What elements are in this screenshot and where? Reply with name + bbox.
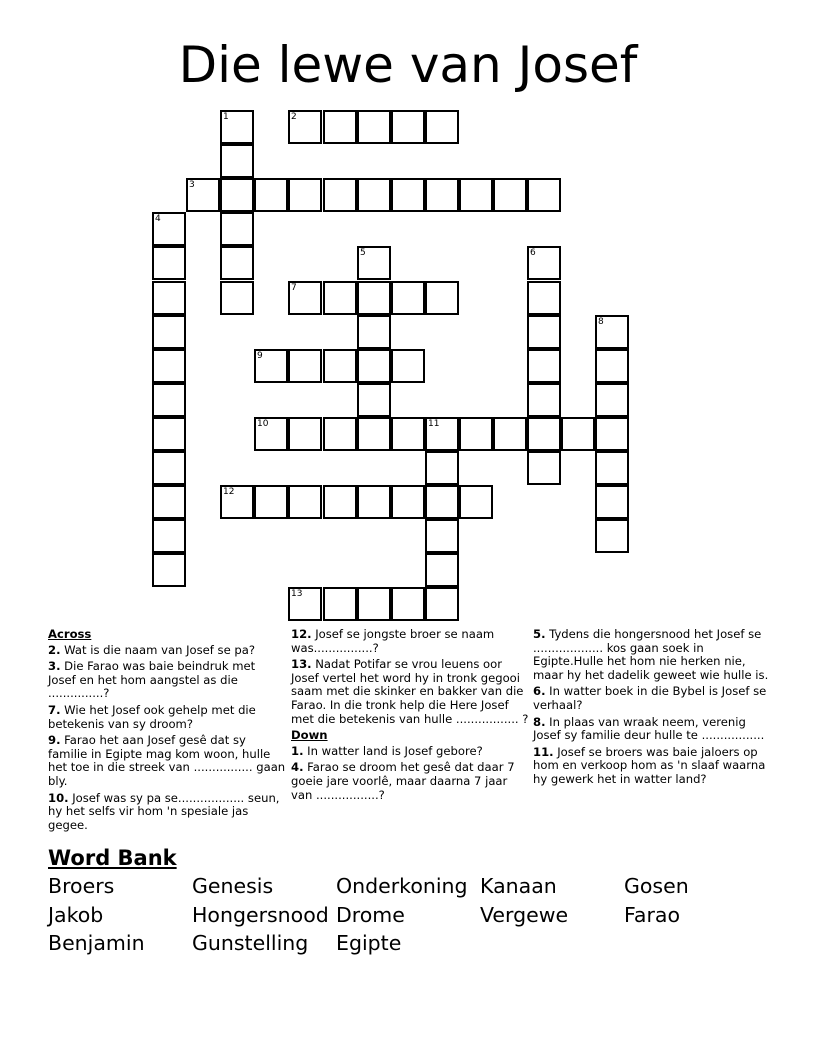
grid-cell[interactable]	[288, 349, 322, 383]
clue-number: 8	[598, 317, 604, 327]
grid-cell[interactable]	[391, 587, 425, 621]
grid-cell[interactable]	[323, 417, 357, 451]
grid-cell[interactable]	[357, 417, 391, 451]
grid-cell[interactable]	[152, 485, 186, 519]
clue-number: 9	[257, 351, 263, 361]
grid-cell[interactable]	[254, 349, 288, 383]
grid-cell[interactable]	[459, 178, 493, 212]
grid-cell[interactable]	[357, 281, 391, 315]
grid-cell[interactable]	[527, 246, 561, 280]
grid-cell[interactable]	[493, 417, 527, 451]
clues-column-3	[533, 628, 771, 790]
clue-down-6: 6. In watter boek in die Bybel is Josef se verhaal?	[533, 684, 767, 712]
grid-cell[interactable]	[220, 281, 254, 315]
clue-number: 11	[428, 419, 440, 429]
grid-cell[interactable]	[527, 417, 561, 451]
grid-cell[interactable]	[323, 281, 357, 315]
grid-cell[interactable]	[357, 178, 391, 212]
clue-number: 1	[223, 112, 229, 122]
grid-cell[interactable]	[220, 246, 254, 280]
grid-cell[interactable]	[357, 315, 391, 349]
clue-number: 3	[189, 180, 195, 190]
grid-cell[interactable]	[527, 281, 561, 315]
grid-cell[interactable]	[357, 383, 391, 417]
grid-cell[interactable]	[254, 485, 288, 519]
grid-cell[interactable]	[391, 417, 425, 451]
grid-cell[interactable]	[152, 349, 186, 383]
grid-cell[interactable]	[220, 178, 254, 212]
grid-cell[interactable]	[425, 417, 459, 451]
across-heading: Across	[48, 627, 92, 641]
grid-cell[interactable]	[152, 519, 186, 553]
grid-cell[interactable]	[357, 587, 391, 621]
clue-across-10: 10. Josef was sy pa se.................. seun, hy het selfs vir hom 'n spesiale jas gegee.	[48, 790, 280, 832]
grid-cell[interactable]	[425, 451, 459, 485]
grid-cell[interactable]	[425, 485, 459, 519]
grid-cell[interactable]	[357, 246, 391, 280]
grid-cell[interactable]	[323, 178, 357, 212]
grid-cell[interactable]	[288, 417, 322, 451]
grid-cell[interactable]	[288, 485, 322, 519]
grid-cell[interactable]	[186, 178, 220, 212]
grid-cell[interactable]	[288, 587, 322, 621]
clue-number: 5	[360, 248, 366, 258]
grid-cell[interactable]	[152, 417, 186, 451]
grid-cell[interactable]	[391, 178, 425, 212]
word-bank-word: Broers	[48, 874, 115, 898]
word-bank-heading: Word Bank	[48, 846, 177, 870]
clue-number: 10	[257, 419, 269, 429]
grid-cell[interactable]	[391, 485, 425, 519]
clue-number: 13	[291, 589, 303, 599]
grid-cell[interactable]	[357, 485, 391, 519]
clue-down-8: 8. In plaas van wraak neem, verenig Josef sy familie deur hulle te .................	[533, 714, 765, 743]
grid-cell[interactable]	[595, 383, 629, 417]
word-bank	[48, 872, 788, 958]
grid-cell[interactable]	[425, 178, 459, 212]
clue-number: 4	[155, 214, 161, 224]
clues-column-2	[291, 628, 529, 805]
grid-cell[interactable]	[391, 110, 425, 144]
word-bank-word: Drome	[336, 902, 405, 927]
grid-cell[interactable]	[254, 417, 288, 451]
clue-down-1: 1. In watter land is Josef gebore?	[291, 743, 483, 758]
word-bank-word: Benjamin	[48, 931, 145, 955]
clue-down-5: 5. Tydens die hongersnood het Josef se ................... kos gaan soek in Egipte.Hulle het hom nie herken nie, maar hy het dadelik geweet wie hulle is.	[533, 627, 769, 682]
grid-cell[interactable]	[595, 451, 629, 485]
clue-across-13: 13. Nadat Potifar se vrou leuens oor Josef vertel het word hy in tronk gegooi saam met die skinker en bakker van die Farao. In die tronk help die Here Josef met die betekenis van hulle ................. ?	[291, 657, 529, 726]
grid-cell[interactable]	[152, 315, 186, 349]
clues-column-1	[48, 628, 286, 835]
grid-cell[interactable]	[425, 587, 459, 621]
word-bank-word: Gunstelling	[192, 931, 309, 955]
grid-cell[interactable]	[357, 349, 391, 383]
clue-number: 7	[291, 283, 297, 293]
grid-cell[interactable]	[152, 383, 186, 417]
grid-cell[interactable]	[527, 451, 561, 485]
grid-cell[interactable]	[152, 281, 186, 315]
grid-cell[interactable]	[595, 315, 629, 349]
clue-down-4: 4. Farao se droom het gesê dat daar 7 goeie jare voorlê, maar daarna 7 jaar van .................?	[291, 760, 515, 802]
clue-number: 12	[223, 487, 235, 497]
word-bank-word: Genesis	[192, 874, 274, 898]
grid-cell[interactable]	[323, 587, 357, 621]
word-bank-word: Onderkoning	[336, 874, 468, 898]
grid-cell[interactable]	[425, 110, 459, 144]
grid-cell[interactable]	[561, 417, 595, 451]
grid-cell[interactable]	[459, 417, 493, 451]
clue-across-3: 3. Die Farao was baie beindruk met Josef en het hom aangstel as die ...............?	[48, 659, 256, 701]
clue-across-12: 12. Josef se jongste broer se naam was................?	[291, 627, 495, 655]
word-bank-word: Vergewe	[480, 902, 569, 927]
clue-down-11: 11. Josef se broers was baie jaloers op hom en verkoop hom as 'n slaaf waarna hy gewerk het in watter land?	[533, 744, 766, 786]
grid-cell[interactable]	[220, 110, 254, 144]
grid-cell[interactable]	[595, 349, 629, 383]
grid-cell[interactable]	[425, 553, 459, 587]
grid-cell[interactable]	[391, 349, 425, 383]
grid-cell[interactable]	[288, 281, 322, 315]
grid-cell[interactable]	[152, 246, 186, 280]
grid-cell[interactable]	[391, 281, 425, 315]
grid-cell[interactable]	[493, 178, 527, 212]
grid-cell[interactable]	[459, 485, 493, 519]
clue-across-2: 2. Wat is die naam van Josef se pa?	[48, 642, 256, 657]
word-bank-word: Egipte	[336, 931, 402, 955]
word-bank-word: Jakob	[48, 902, 104, 927]
grid-cell[interactable]	[220, 485, 254, 519]
grid-cell[interactable]	[152, 212, 186, 246]
clue-across-7: 7. Wie het Josef ook gehelp met die betekenis van sy droom?	[48, 702, 256, 731]
grid-cell[interactable]	[527, 178, 561, 212]
grid-cell[interactable]	[527, 349, 561, 383]
grid-cell[interactable]	[288, 178, 322, 212]
word-bank-word: Kanaan	[480, 874, 557, 898]
clue-number: 6	[530, 248, 536, 258]
down-heading: Down	[291, 728, 328, 743]
grid-cell[interactable]	[425, 519, 459, 553]
grid-cell[interactable]	[323, 485, 357, 519]
grid-cell[interactable]	[220, 212, 254, 246]
word-bank-word: Gosen	[624, 874, 689, 898]
grid-cell[interactable]	[357, 110, 391, 144]
clue-number: 2	[291, 112, 297, 122]
word-bank-word: Farao	[624, 902, 681, 927]
grid-cell[interactable]	[527, 315, 561, 349]
word-bank-word: Hongersnood	[192, 902, 329, 927]
grid-cell[interactable]	[595, 485, 629, 519]
grid-cell[interactable]	[323, 349, 357, 383]
grid-cell[interactable]	[254, 178, 288, 212]
grid-cell[interactable]	[323, 110, 357, 144]
grid-cell[interactable]	[152, 553, 186, 587]
grid-cell[interactable]	[527, 383, 561, 417]
grid-cell[interactable]	[288, 110, 322, 144]
grid-cell[interactable]	[152, 451, 186, 485]
clue-across-9: 9. Farao het aan Josef gesê dat sy familie in Egipte mag kom woon, hulle het toe in die streek van ................ gaan bly.	[48, 733, 286, 788]
grid-cell[interactable]	[595, 519, 629, 553]
grid-cell[interactable]	[425, 281, 459, 315]
page-title: Die lewe van Josef	[178, 36, 638, 94]
grid-cell[interactable]	[595, 417, 629, 451]
grid-cell[interactable]	[220, 144, 254, 178]
